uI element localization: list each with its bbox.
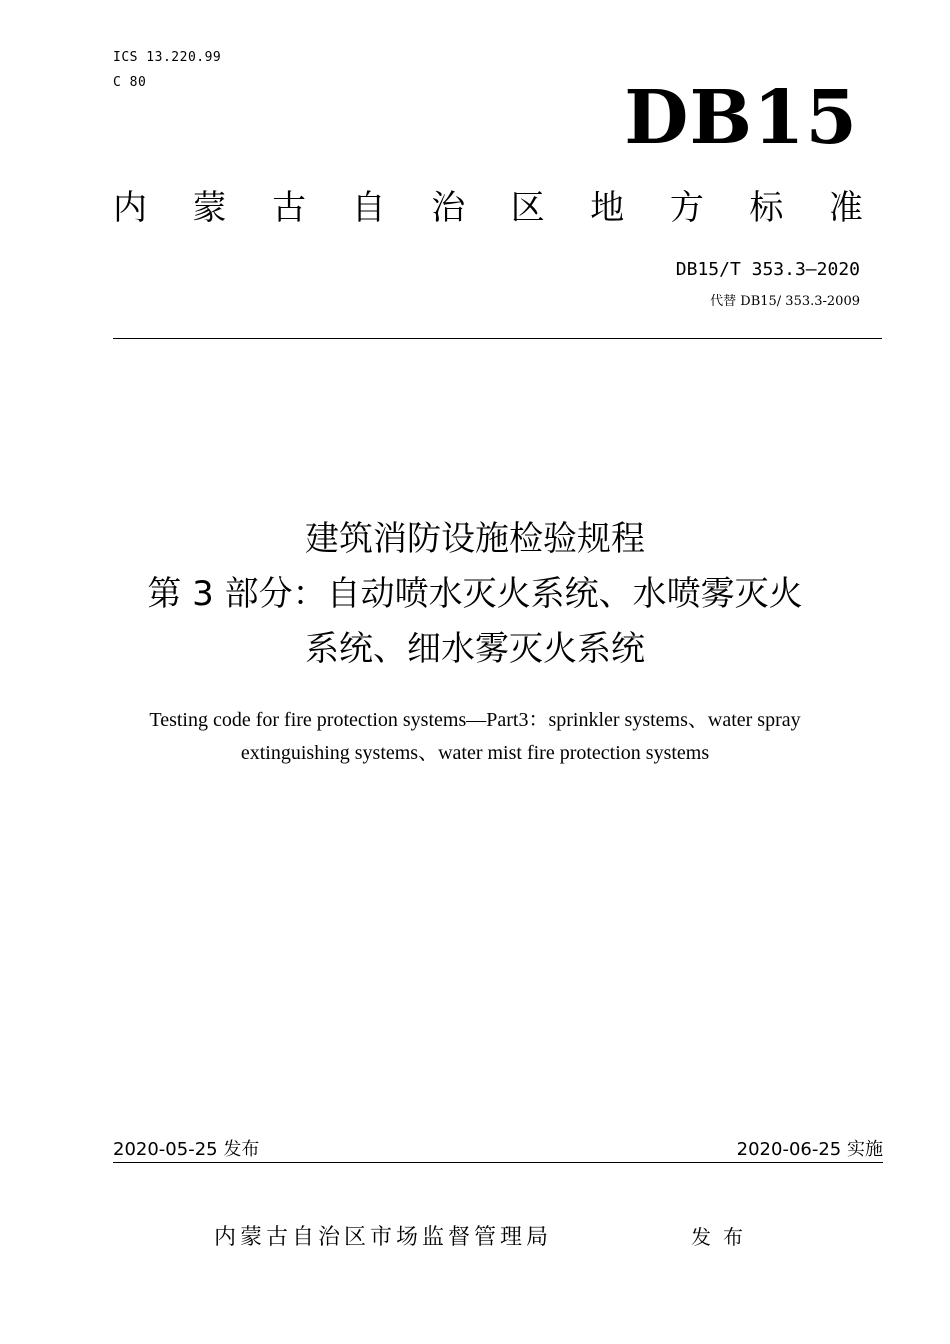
issue-date: 2020-05-25 发布 [113, 1139, 260, 1160]
issued-label: 发布 [691, 1225, 755, 1249]
standard-type-char: 标 [749, 188, 784, 228]
english-title-line: extinguishing systems、water mist fire protection systems [240, 742, 710, 764]
standard-logo: DB15 [624, 75, 858, 161]
ics-code: ICS 13.220.99 [113, 50, 222, 65]
chinese-title-line: 第 3 部分：自动喷水灭火系统、水喷雾灭火 [147, 574, 803, 614]
standard-type-char: 方 [669, 188, 704, 228]
standard-type-char: 区 [510, 188, 545, 228]
issuing-authority: 内蒙古自治区市场监督管理局 [214, 1225, 553, 1250]
standard-type-char: 内 [113, 188, 147, 228]
standard-number: DB15/T 353.3—2020 [675, 259, 860, 280]
ccs-code: C 80 [113, 75, 147, 90]
replaces-standard: 代替 DB15/ 353.3-2009 [710, 294, 860, 309]
implementation-date: 2020-06-25 实施 [736, 1139, 883, 1160]
standard-type-char: 地 [590, 188, 625, 228]
chinese-title-line: 系统、细水雾灭火系统 [305, 629, 645, 669]
standard-type-char: 治 [431, 188, 466, 228]
standard-type-char: 蒙 [192, 188, 227, 228]
standard-type-char: 古 [272, 188, 307, 228]
footer-divider [113, 1162, 883, 1163]
header-divider [113, 338, 882, 339]
english-title [80, 704, 870, 770]
english-title-line: Testing code for fire protection systems—Part3：sprinkler systems、water spray [149, 709, 801, 731]
standard-type-char: 自 [351, 188, 386, 228]
standard-type-char: 准 [828, 188, 863, 228]
standard-type [113, 186, 863, 230]
chinese-title [60, 512, 890, 677]
chinese-title-line: 建筑消防设施检验规程 [305, 519, 645, 559]
